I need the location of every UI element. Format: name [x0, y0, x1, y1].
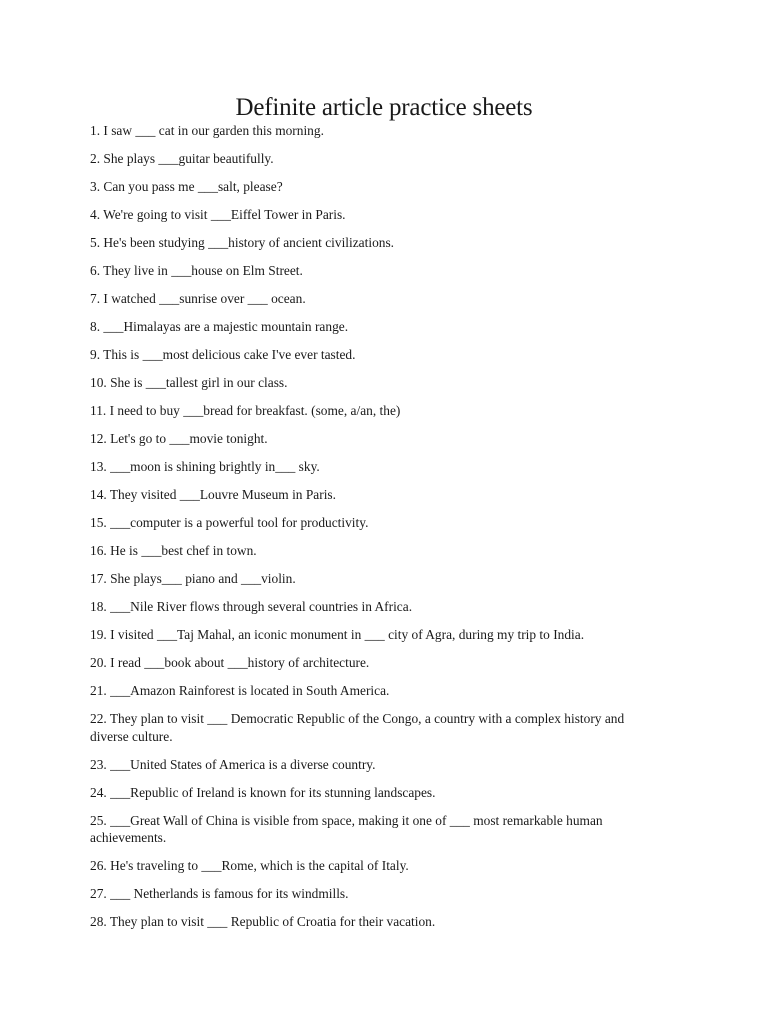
question-item: 15. ___computer is a powerful tool for productivity.: [90, 515, 369, 530]
question-item: 16. He is ___best chef in town.: [90, 543, 257, 558]
question-item: 4. We're going to visit ___Eiffel Tower in Paris.: [90, 207, 346, 222]
question-item: 8. ___Himalayas are a majestic mountain range.: [90, 319, 349, 334]
question-item: 11. I need to buy ___bread for breakfast. (some, a/an, the): [90, 403, 401, 418]
question-item: 24. ___Republic of Ireland is known for its stunning landscapes.: [90, 784, 436, 800]
question-item: 13. ___moon is shining brightly in___ sky.: [90, 459, 320, 474]
question-item: 9. This is ___most delicious cake I've ever tasted.: [90, 347, 356, 362]
question-item: 18. ___Nile River flows through several countries in Africa.: [90, 599, 413, 614]
question-item: 5. He's been studying ___history of ancient civilizations.: [90, 235, 395, 250]
question-item: 19. I visited ___Taj Mahal, an iconic monument in ___ city of Agra, during my trip to India.: [90, 627, 585, 642]
question-item: 25. ___Great Wall of China is visible from space, making it one of ___ most remarkable human achievements.: [90, 812, 603, 845]
question-item: 17. She plays___ piano and ___violin.: [90, 571, 296, 586]
question-item: 2. She plays ___guitar beautifully.: [90, 151, 274, 166]
page-title: Definite article practice sheets: [235, 94, 533, 121]
question-item: 7. I watched ___sunrise over ___ ocean.: [90, 291, 306, 306]
question-item: 20. I read ___book about ___history of architecture.: [90, 655, 370, 670]
question-item: 12. Let's go to ___movie tonight.: [90, 431, 268, 446]
question-item: 27. ___ Netherlands is famous for its windmills.: [90, 886, 349, 901]
question-list: [90, 122, 660, 941]
question-item: 14. They visited ___Louvre Museum in Paris.: [90, 487, 336, 502]
question-item: 26. He's traveling to ___Rome, which is the capital of Italy.: [90, 858, 409, 873]
question-item: 1. I saw ___ cat in our garden this morning.: [90, 123, 324, 138]
question-item: 28. They plan to visit ___ Republic of Croatia for their vacation.: [90, 914, 436, 929]
question-item: 10. She is ___tallest girl in our class.: [90, 375, 288, 390]
question-item: 21. ___Amazon Rainforest is located in South America.: [90, 683, 390, 698]
question-item: 6. They live in ___house on Elm Street.: [90, 263, 303, 278]
question-item: 3. Can you pass me ___salt, please?: [90, 179, 283, 194]
question-item: 23. ___United States of America is a diverse country.: [90, 756, 376, 772]
question-item: 22. They plan to visit ___ Democratic Republic of the Congo, a country with a complex history and diverse culture.: [90, 711, 625, 744]
